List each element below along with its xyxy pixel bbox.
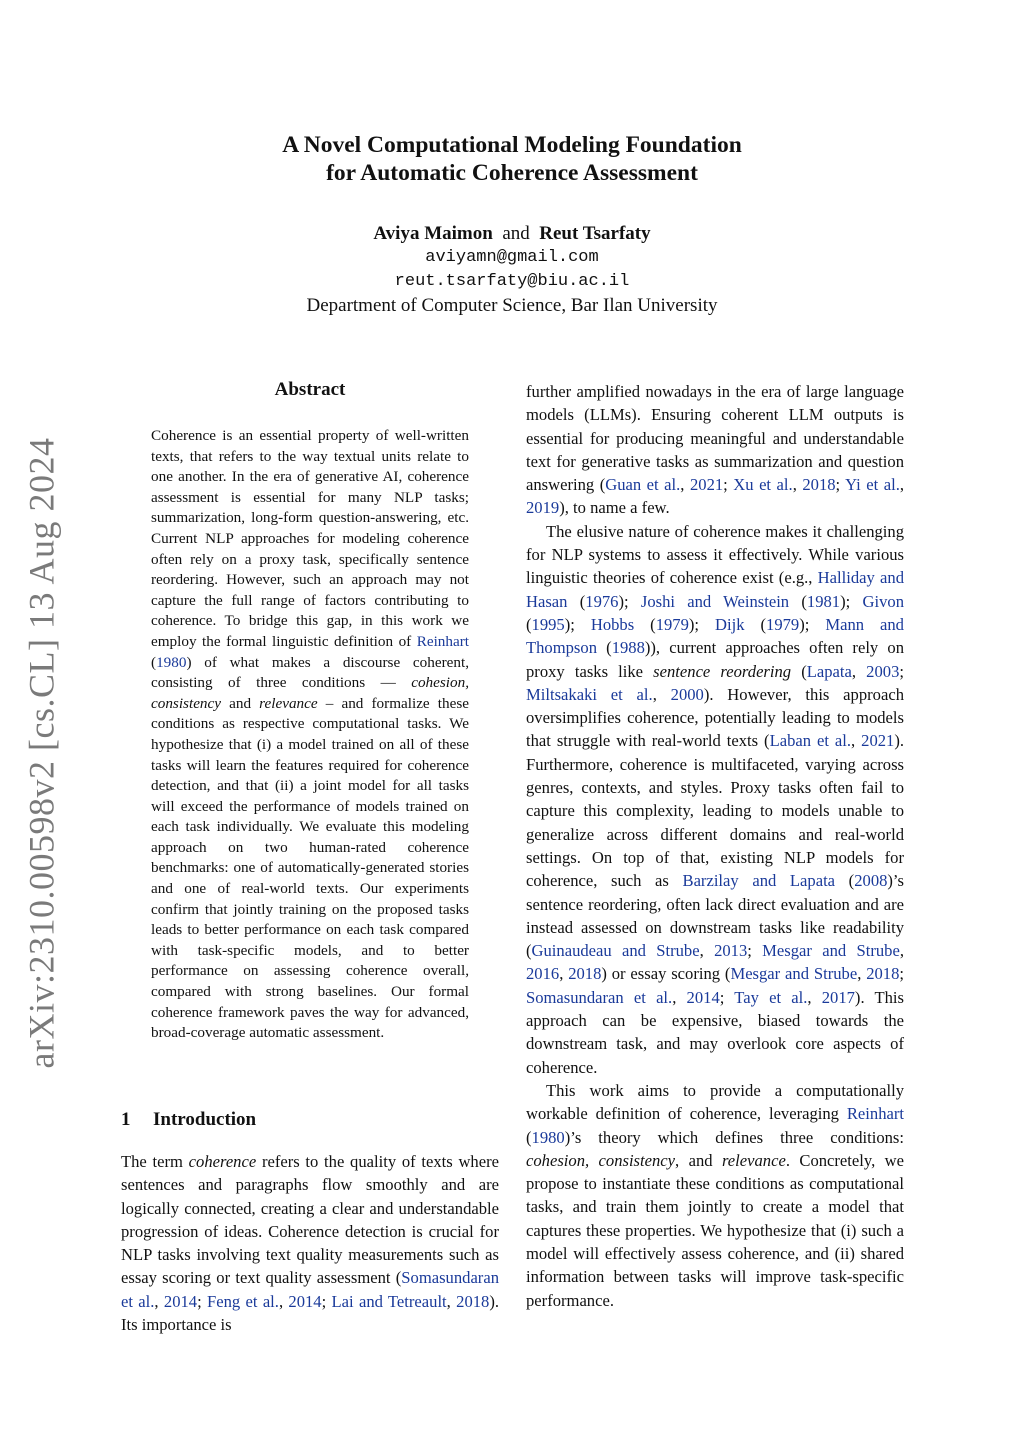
- citation-link[interactable]: Reinhart: [846, 1104, 904, 1124]
- affiliation: Department of Computer Science, Bar Ilan University: [306, 295, 718, 316]
- citation-link[interactable]: 2021: [689, 475, 724, 495]
- body-text: );: [618, 591, 641, 611]
- body-text: );: [564, 614, 591, 634]
- body-text: (: [526, 1127, 532, 1147]
- citation-link[interactable]: Miltsakaki et al.: [526, 684, 653, 704]
- body-text: ,: [899, 941, 904, 961]
- body-text: ,: [446, 1291, 457, 1311]
- body-text: (: [789, 591, 807, 611]
- body-text: ;: [723, 475, 734, 495]
- email-1[interactable]: aviyamn@gmail.com: [425, 248, 599, 267]
- intro-paragraph-2: [526, 520, 904, 1079]
- body-text: )’s sentence reordering, often lack direct evaluation and are instead assessed on downstream tasks like readability (: [526, 871, 904, 961]
- arxiv-stamp: [18, 437, 64, 1069]
- citation-link[interactable]: 1979: [766, 614, 800, 634]
- body-text: ). Furthermore, coherence is multifaceted, varying across genres, contexts, and styles. Proxy tasks often fail to capture this complexity, leading to models unable to generalize across different domains and real-world settings. On top of that, existing NLP models for coherence, such as: [526, 731, 905, 891]
- body-text: ,: [278, 1291, 289, 1311]
- citation-link[interactable]: Lai and Tetreault: [331, 1291, 447, 1311]
- body-text: further amplified nowadays in the era of large language models (LLMs). Ensuring coherent LLM outputs is essential for producing meaningful and understandable text for generative tasks as summarization and question answering (: [526, 382, 904, 495]
- body-text: ,: [792, 475, 803, 495]
- body-text: ). Its importance is: [121, 1291, 500, 1335]
- citation-link[interactable]: 2016: [526, 964, 560, 984]
- abstract-emphasis: relevance: [259, 694, 318, 712]
- citation-link[interactable]: 1981: [806, 591, 841, 611]
- author-conjunction: and: [502, 223, 530, 244]
- body-text: ). However, this approach oversimplifies coherence, potentially leading to models that struggle with real-world texts (: [526, 684, 904, 751]
- body-text: );: [799, 614, 826, 634]
- body-text: ;: [747, 941, 763, 961]
- citation-link[interactable]: 1979: [655, 614, 689, 634]
- body-text: ,: [851, 661, 867, 681]
- citation-link[interactable]: 2021: [861, 731, 895, 751]
- citation-link[interactable]: 1976: [585, 591, 619, 611]
- body-text: );: [688, 614, 715, 634]
- title-line-2: for Automatic Coherence Assessment: [326, 160, 698, 186]
- body-text: ), to name a few.: [559, 498, 670, 518]
- citation-link[interactable]: 2003: [866, 661, 900, 681]
- citation-link[interactable]: Mesgar and Strube: [762, 941, 900, 961]
- body-text: ,: [899, 475, 905, 495]
- citation-link[interactable]: 2013: [714, 941, 748, 961]
- body-text: refers to the quality of texts where sentences and paragraphs flow smoothly and are logically connected, creating a clear and understandable progression of ideas. Coherence detection is crucial for NLP tasks involving text quality measurements such as essay scoring or text quality assessment (: [121, 1152, 499, 1288]
- intro-paragraph-1-continued: [526, 380, 904, 520]
- body-text: (: [744, 614, 767, 634]
- citation-link[interactable]: 1995: [531, 614, 565, 634]
- body-text: ,: [807, 987, 822, 1007]
- body-text: (: [526, 614, 532, 634]
- body-text: ;: [719, 987, 735, 1007]
- citation-link[interactable]: Somasundaran et al.: [526, 987, 673, 1007]
- body-emphasis: sentence reordering: [653, 661, 792, 681]
- body-text: ;: [899, 964, 904, 984]
- abstract-text: Coherence is an essential property of well-written texts, that refers to the way textual units relate to one another. In the era of generative AI, coherence assessment is essential for many NLP tasks; summarization, long-form question-answering, etc. Current NLP approaches for modeling coherence often rely on a proxy task, specifically sentence reordering. However, such an approach may not capture the full range of factors contributing to coherence. To bridge this gap, in this work we employ the formal linguistic definition of: [151, 427, 469, 650]
- body-text: (: [567, 591, 586, 611]
- citation-link[interactable]: Tay et al.: [734, 987, 808, 1007]
- citation-link[interactable]: 2008: [854, 871, 888, 891]
- body-text: ). This approach can be expensive, biased towards the downstream task, and may overlook core aspects of coherence.: [526, 987, 904, 1077]
- body-text: The elusive nature of coherence makes it challenging for NLP systems to assess it effectively. While various linguistic theories of coherence exist (e.g.,: [526, 521, 904, 588]
- citation-link[interactable]: 2018: [568, 964, 602, 984]
- body-text: );: [840, 591, 863, 611]
- section-title: Introduction: [153, 1109, 257, 1130]
- body-text: This work aims to provide a computationally workable definition of coherence, leveraging: [526, 1080, 904, 1124]
- abstract-text: ) of what makes a discourse coherent, consisting of three conditions —: [151, 653, 469, 692]
- author-1: Aviya Maimon: [373, 223, 493, 244]
- title-line-1: A Novel Computational Modeling Foundation: [282, 132, 742, 158]
- citation-link[interactable]: 2014: [163, 1291, 198, 1311]
- citation-link[interactable]: 1988: [611, 638, 645, 658]
- citation-link[interactable]: 1980: [156, 653, 187, 671]
- body-text: (: [597, 638, 612, 658]
- body-text: (: [791, 661, 807, 681]
- citation-link[interactable]: 2018: [456, 1291, 490, 1311]
- body-text: ,: [559, 964, 569, 984]
- body-text: ,: [154, 1291, 164, 1311]
- citation-link[interactable]: Xu et al.: [733, 475, 793, 495]
- body-emphasis: cohesion, consistency: [526, 1150, 676, 1170]
- body-text: ,: [672, 987, 687, 1007]
- body-text: (: [835, 871, 855, 891]
- body-text: ,: [851, 731, 862, 751]
- citation-link[interactable]: Barzilay and Lapata: [682, 871, 836, 891]
- citation-link[interactable]: 2019: [526, 498, 560, 518]
- author-line: [150, 222, 874, 246]
- body-text: ,: [699, 941, 715, 961]
- citation-link[interactable]: 2017: [821, 987, 855, 1007]
- body-text: . Concretely, we propose to instantiate these conditions as computational tasks, and train them jointly to create a model that captures these properties. We hypothesize that (i) such a model will effectively assess coherence, and (ii) shared information between tasks will improve task-specific performance.: [526, 1150, 904, 1310]
- paper-title: [150, 131, 874, 187]
- citation-link[interactable]: Guan et al.: [605, 475, 681, 495]
- citation-link[interactable]: 2000: [670, 684, 704, 704]
- citation-link[interactable]: Lapata: [806, 661, 852, 681]
- body-text: ;: [197, 1291, 208, 1311]
- intro-paragraph-1: [121, 1150, 499, 1336]
- citation-link[interactable]: Yi et al.: [845, 475, 900, 495]
- body-emphasis: coherence: [188, 1152, 257, 1171]
- body-text: ;: [899, 661, 904, 681]
- citation-link[interactable]: Mann and Thompson: [526, 614, 904, 658]
- abstract-text: (: [151, 653, 157, 671]
- body-text: , and: [675, 1150, 722, 1170]
- left-column: [121, 1150, 499, 1336]
- body-emphasis: relevance: [721, 1150, 786, 1170]
- body-text: ,: [652, 684, 671, 704]
- abstract-emphasis: cohesion, consistency: [151, 674, 469, 712]
- citation-link[interactable]: Feng et al.: [207, 1291, 279, 1311]
- citation-link[interactable]: Somasundaran et al.: [121, 1268, 499, 1311]
- citation-link[interactable]: 2014: [288, 1291, 322, 1311]
- citation-link[interactable]: 1980: [531, 1127, 565, 1147]
- section-heading-introduction: [121, 1108, 501, 1132]
- body-text: )), current approaches often rely on proxy tasks like: [526, 638, 904, 681]
- body-text: (: [634, 614, 656, 634]
- abstract-body: [151, 426, 469, 1044]
- section-number: 1: [121, 1109, 131, 1130]
- citation-link[interactable]: Dijk: [715, 614, 745, 634]
- body-text: ,: [680, 475, 690, 495]
- citation-link[interactable]: Laban et al.: [769, 731, 852, 751]
- citation-link[interactable]: Guinaudeau and Strube: [531, 941, 700, 961]
- body-text: ;: [321, 1291, 332, 1311]
- arxiv-stamp-text: arXiv:2310.00598v2 [cs.CL] 13 Aug 2024: [21, 437, 62, 1069]
- citation-link[interactable]: Givon: [862, 591, 904, 611]
- abstract-heading: Abstract: [274, 379, 346, 400]
- citation-link[interactable]: Halliday and Hasan: [526, 568, 904, 611]
- author-block: [150, 222, 874, 318]
- body-text: )’s theory which defines three conditions:: [564, 1127, 904, 1147]
- citation-link[interactable]: 2018: [866, 964, 900, 984]
- body-text: ) or essay scoring (: [601, 964, 731, 984]
- citation-link[interactable]: 2014: [686, 987, 720, 1007]
- citation-link[interactable]: 2018: [802, 475, 836, 495]
- citation-link[interactable]: Joshi and Weinstein: [640, 591, 790, 611]
- citation-link[interactable]: Hobbs: [590, 614, 635, 634]
- author-2: Reut Tsarfaty: [539, 223, 651, 244]
- intro-paragraph-3: [526, 1079, 904, 1312]
- right-column: [526, 380, 904, 1312]
- abstract-text: – and formalize these conditions as respective computational tasks. We hypothesize that (i) a model trained on all of these tasks will learn the features required for coherence detection, and that (ii) a joint model for all tasks will exceed the performance of models trained on each task individually. We evaluate this modeling approach on two human-rated coherence benchmarks: one of automatically-generated stories and one of real-world texts. Our experiments confirm that jointly training on the proposed tasks leads to better performance on each task compared with task-specific models, and to better performance on assessing coherence overall, compared with strong baselines. Our formal coherence framework paves the way for advanced, broad-coverage automatic assessment.: [151, 694, 469, 1042]
- abstract-text: and: [221, 694, 260, 712]
- citation-link[interactable]: Reinhart: [416, 632, 469, 650]
- body-text: The term: [121, 1152, 189, 1171]
- email-2[interactable]: reut.tsarfaty@biu.ac.il: [394, 272, 630, 291]
- body-text: ;: [835, 475, 846, 495]
- body-text: ,: [857, 964, 867, 984]
- citation-link[interactable]: Mesgar and Strube: [730, 964, 858, 984]
